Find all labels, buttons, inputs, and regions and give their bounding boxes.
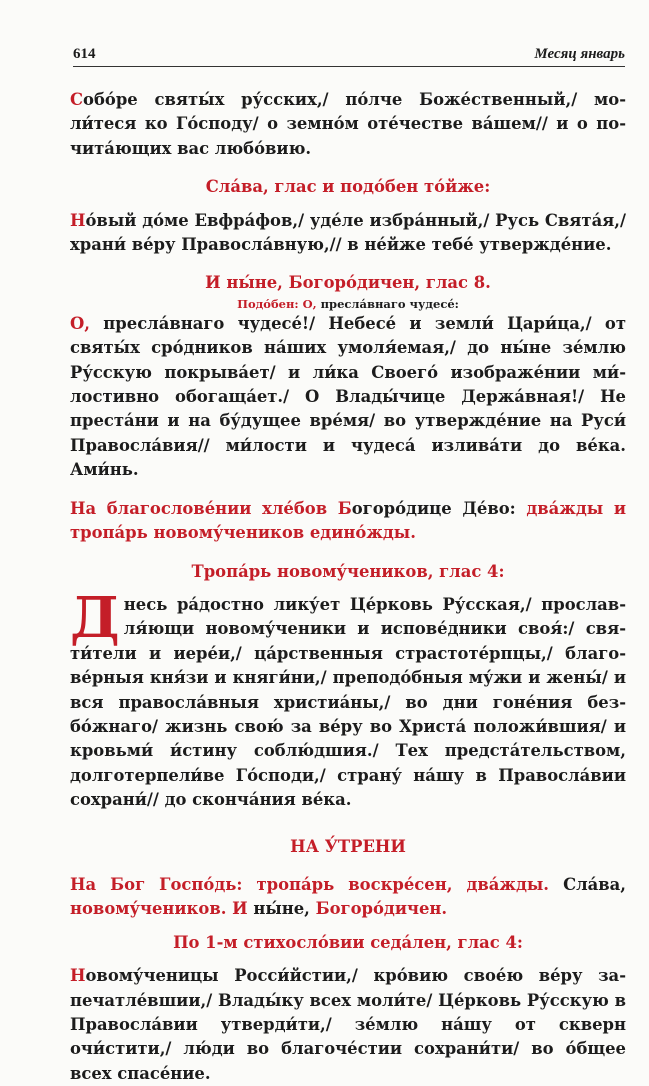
- rubric-text: огоро́дице Де́во:: [351, 498, 527, 518]
- podoben-label: Подо́бен: О,: [237, 296, 317, 311]
- heading-troparion: Тропа́рь новому́чеников, глас 4:: [191, 561, 505, 581]
- prayer-paragraph-3: [70, 312, 626, 483]
- page-body: [70, 88, 626, 1086]
- prayer-paragraph-5: [70, 964, 626, 1086]
- paragraph-text: пресла́внаго чудесе́!/ Небесе́ и земли́ Цари́ца,/ от святы́х сро́дников на́ших умоля́емая,/ до ны́не зе́млю Ру́сскую покрыва́ет/ и ли́ка Своего́ изображе́нии ми́лостивно обогаща́ет./ О Влады́чице Держа́вная!/ Не преста́ни и на бу́дущее вре́мя/ во утвержде́ние на Руси́ Правосла́вия// ми́лости и чудеса́ излива́ти до ве́ка. Ами́нь.: [70, 313, 626, 480]
- heading-slava: Сла́ва, глас и подо́бен то́йже:: [205, 177, 491, 197]
- running-title: Месяц январь: [534, 46, 625, 62]
- rubric-text: Богоро́дичен.: [315, 899, 448, 919]
- rubric-text: новому́чеников. И: [70, 899, 254, 919]
- prayer-paragraph-4: [70, 584, 626, 813]
- heading-sedalen: По 1-м стихосло́вии седа́лен, глас 4:: [173, 932, 523, 952]
- paragraph-text: о́вый до́ме Евфра́фов,/ уде́ле избра́нный,/ Русь Свята́я,/ храни́ ве́ру Правосла́вную,// в не́йже тебе́ утвержде́ние.: [70, 210, 626, 255]
- rubric-bog-gospod: [70, 873, 626, 922]
- drop-cap: Д: [70, 584, 120, 651]
- initial-letter: О,: [70, 313, 90, 333]
- rubric-text: тропа́рь воскре́сен, два́жды.: [256, 874, 564, 894]
- running-header: [73, 40, 625, 67]
- paragraph-text: несь ра́достно лику́ет Це́рковь Ру́сская,/ прославля́ющи новому́ченики и испове́дники своя́:/ святи́тели и иере́и,/ ца́рственныя страстоте́рпцы,/ благове́рныя кня́зи и княги́ни,/ преподо́бныя му́жи и жены́/ и вся правосла́вныя христиа́ны,/ во дни гоне́ния безбо́жнаго/ жизнь свою́ за ве́ру во Христа́ положи́вшия/ и кровьми́ и́стину соблю́дшия./ Тех предста́тельством, долготерпели́ве Го́споди,/ страну́ на́шу в Правосла́вии сохрани́// до сконча́ния ве́ка.: [70, 594, 626, 810]
- prayer-paragraph-2: [70, 209, 626, 258]
- rubric-blessing-loaves: [70, 497, 626, 546]
- paragraph-text: овому́ченицы Росси́йстии,/ кро́вию свое́ю ве́ру запечатле́вшии,/ Влады́ку всех моли́те/ Це́рковь Ру́сскую в Правосла́вии утверди́ти,/ зе́млю на́шу от скверн очи́стити,/ лю́ди во благоче́стии сохрани́ти/ во о́бщее всех спасе́ние.: [70, 966, 626, 1083]
- rubric-text: два́жды и тропа́рь новому́чеников едино́жды.: [70, 498, 626, 543]
- prayer-paragraph-1: [70, 88, 626, 161]
- initial-letter: Н: [70, 966, 86, 986]
- rubric-text: ны́не,: [253, 899, 316, 919]
- podoben-text: преслáвнаго чудесé:: [316, 296, 459, 311]
- heading-bogorodichen: И ны́не, Богоро́дичен, глас 8.: [205, 273, 491, 293]
- initial-letter: С: [70, 90, 84, 109]
- page-number: 614: [73, 46, 96, 62]
- podoben-line: [70, 296, 626, 312]
- initial-letter: Н: [70, 210, 86, 230]
- rubric-text: На благослове́нии хле́бов Б: [70, 498, 352, 518]
- rubric-text: Сла́ва,: [563, 874, 626, 894]
- rubric-text: На Бог Госпо́дь:: [70, 874, 257, 894]
- heading-matins: НА У́ТРЕНИ: [290, 836, 406, 856]
- paragraph-text: обо́ре святы́х ру́сских,/ по́лче Боже́ственный,/ моли́тeся ко Го́споду/ о земно́м оте́честве ва́шем// и о почита́ющих вас любо́вию.: [70, 90, 626, 158]
